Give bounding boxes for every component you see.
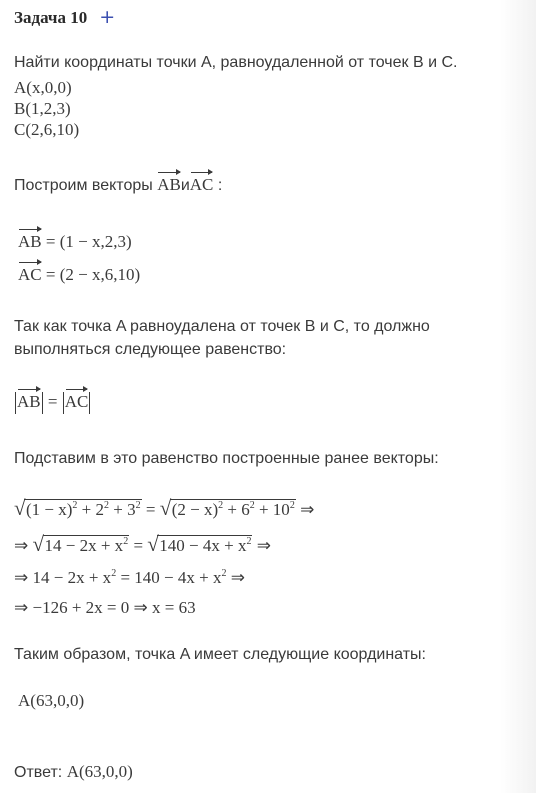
vector-ac-label: AC [189,175,214,194]
vector-ab-label: AB [157,175,181,194]
step3-text: Подставим в это равенство построенные ранее векторы: [14,450,439,467]
vector-ab-value: = (1 − x,2,3) [41,232,132,251]
step1-prefix: Построим векторы [14,177,158,194]
point-c: C(2,6,10) [14,120,80,139]
step1-conj: и [180,177,190,194]
task-title: Задача 10 [14,8,88,27]
vector-ab-eq [18,232,132,252]
sqrt-icon: √ [147,532,159,556]
vector-ac-value: = (2 − x,6,10) [41,265,141,284]
derivation-line-1: √ $(1 - x)^2 + 2^2 + 3^2$ = √ $(2 - x)^2 + 6^2 + 10^2$ ⇒ [14,496,315,520]
abs-bar [63,392,64,414]
step1-line [14,175,222,195]
equality-sign: = [43,392,62,411]
pencil-mark: + [99,6,116,28]
abs-ac: AC [64,392,89,411]
sqrt-icon: √ [14,496,26,520]
abs-bar [89,392,90,414]
step2-line1: Так как точка A равноудалена от точек B и C, то должно [14,318,430,335]
vector-ac-eq [18,265,140,285]
sqrt-icon: √ [159,496,172,520]
point-b: B(1,2,3) [14,99,71,118]
vector-ac-name: AC [18,265,42,284]
conclusion-text: Таким образом, точка A имеет следующие координаты: [14,646,426,663]
task-heading [14,6,115,28]
abs-bar [42,392,43,414]
sqrt-left-2: √ $14 - 2x + x^2$ [32,532,129,556]
abs-bar [15,392,16,414]
derivation-line-3: ⇒ $14 - 2x + x^2 = 140 - 4x + x^2$ ⇒ [14,568,245,587]
conclusion-result: A(63,0,0) [18,691,85,710]
sqrt-left: √ $(1 - x)^2 + 2^2 + 3^2$ [14,496,141,520]
problem-statement: Найти координаты точки A, равноудаленной от точек B и C. [14,54,458,71]
sqrt-right-2: √ $140 - 4x + x^2$ [147,532,252,556]
sqrt-right: √ $(2 - x)^2 + 6^2 + 10^2$ [159,496,295,520]
answer-value: A(63,0,0) [66,762,133,781]
derivation-line-4: ⇒ −126 + 2x = 0 ⇒ x = 63 [14,598,196,617]
modulus-equality [14,392,91,414]
scan-shadow [500,0,536,793]
derivation-line-2: ⇒ √ $14 - 2x + x^2$ = √ $140 - 4x + x^2$ ⇒ [14,532,271,556]
point-a: A(x,0,0) [14,78,72,97]
step2-line2: выполняться следующее равенство: [14,341,287,358]
sqrt-icon: √ [32,532,45,556]
answer-label: Ответ: [14,764,67,781]
vector-ab-name: AB [18,232,42,251]
step1-suffix: : [213,177,223,194]
abs-ab: AB [17,392,41,411]
answer-line [14,762,133,782]
